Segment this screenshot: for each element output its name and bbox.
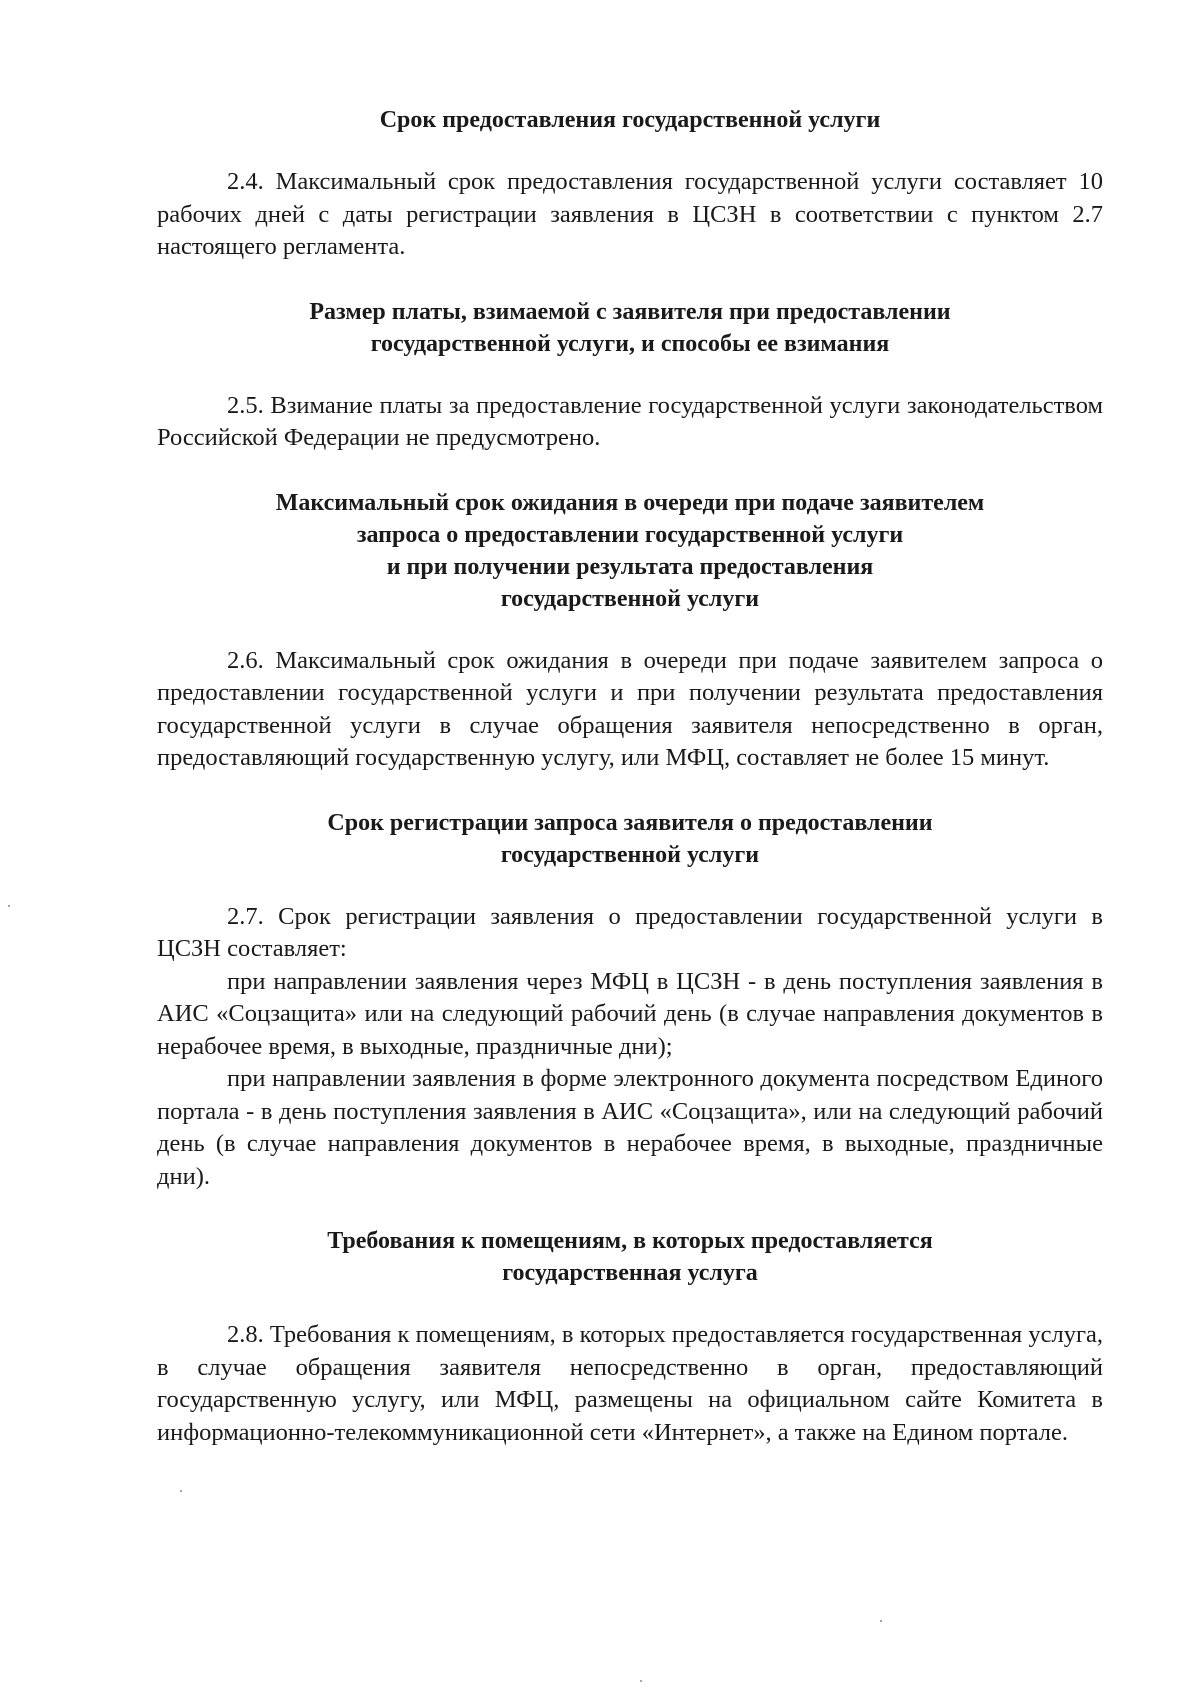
section-queue-time xyxy=(157,487,1103,775)
heading-line: Срок регистрации запроса заявителя о предоставлении xyxy=(327,809,933,836)
heading-line: государственной услуги, и способы ее взимания xyxy=(370,330,890,357)
section-fee xyxy=(157,296,1103,455)
heading-line: государственной услуги xyxy=(500,841,760,868)
paragraph-2-7-mfc: при направлении заявления через МФЦ в ЦСЗН - в день поступления заявления в АИС «Соцзащита» или на следующий рабочий день (в случае направления документов в нерабочее время, в выходные, праздничные дни); xyxy=(157,967,1103,1060)
paragraph-2-7: 2.7. Срок регистрации заявления о предоставлении государственной услуги в ЦСЗН составляет: xyxy=(157,902,1103,962)
section-service-term xyxy=(157,104,1103,264)
section-heading xyxy=(157,104,1103,136)
paragraph-2-4: 2.4. Максимальный срок предоставления государственной услуги составляет 10 рабочих дней с даты регистрации заявления в ЦСЗН в соответствии с пунктом 2.7 настоящего регламента. xyxy=(157,168,1103,260)
section-registration-term xyxy=(157,807,1103,1194)
paragraph-2-8: 2.8. Требования к помещениям, в которых предоставляется государственная услуга, в случае обращения заявителя непосредственно в орган, предоставляющий государственную услугу, или МФЦ, размещены на официальном сайте Комитета в информационно-телекоммуникационной сети «Интернет», а также на Едином портале. xyxy=(157,1321,1103,1446)
heading-line: Размер платы, взимаемой с заявителя при предоставлении xyxy=(309,298,951,325)
section-heading xyxy=(157,296,1103,360)
heading-line: государственной услуги xyxy=(500,585,760,612)
heading-line: государственная услуга xyxy=(502,1260,758,1286)
scan-speck xyxy=(8,905,10,907)
heading-line: Требования к помещениям, в которых предоставляется xyxy=(327,1228,933,1254)
section-premises xyxy=(157,1225,1103,1449)
heading-line: Срок предоставления государственной услуги xyxy=(379,107,881,133)
scan-speck xyxy=(180,1490,182,1492)
paragraph-2-5: 2.5. Взимание платы за предоставление государственной услуги законодательством Российской Федерации не предусмотрено. xyxy=(157,391,1103,451)
heading-line: и при получении результата предоставления xyxy=(386,553,874,580)
heading-line: запроса о предоставлении государственной услуги xyxy=(356,521,904,548)
document-body xyxy=(157,104,1103,1449)
paragraph-2-7-portal: при направлении заявления в форме электронного документа посредством Единого портала - в день поступления заявления в АИС «Соцзащита», или на следующий рабочий день (в случае направления документов в нерабочее время, в выходные, праздничные дни). xyxy=(157,1065,1103,1190)
scan-speck xyxy=(640,1680,642,1682)
paragraph-2-6: 2.6. Максимальный срок ожидания в очереди при подаче заявителем запроса о предоставлении государственной услуги и при получении результата предоставления государственной услуги в случае обращения заявителя непосредственно в орган, предоставляющий государственную услугу, или МФЦ, составляет не более 15 минут. xyxy=(157,646,1103,771)
section-heading xyxy=(157,1225,1103,1289)
section-heading xyxy=(157,807,1103,871)
section-heading xyxy=(157,487,1103,615)
heading-line: Максимальный срок ожидания в очереди при подаче заявителем xyxy=(275,489,985,516)
scan-speck xyxy=(880,1620,882,1622)
